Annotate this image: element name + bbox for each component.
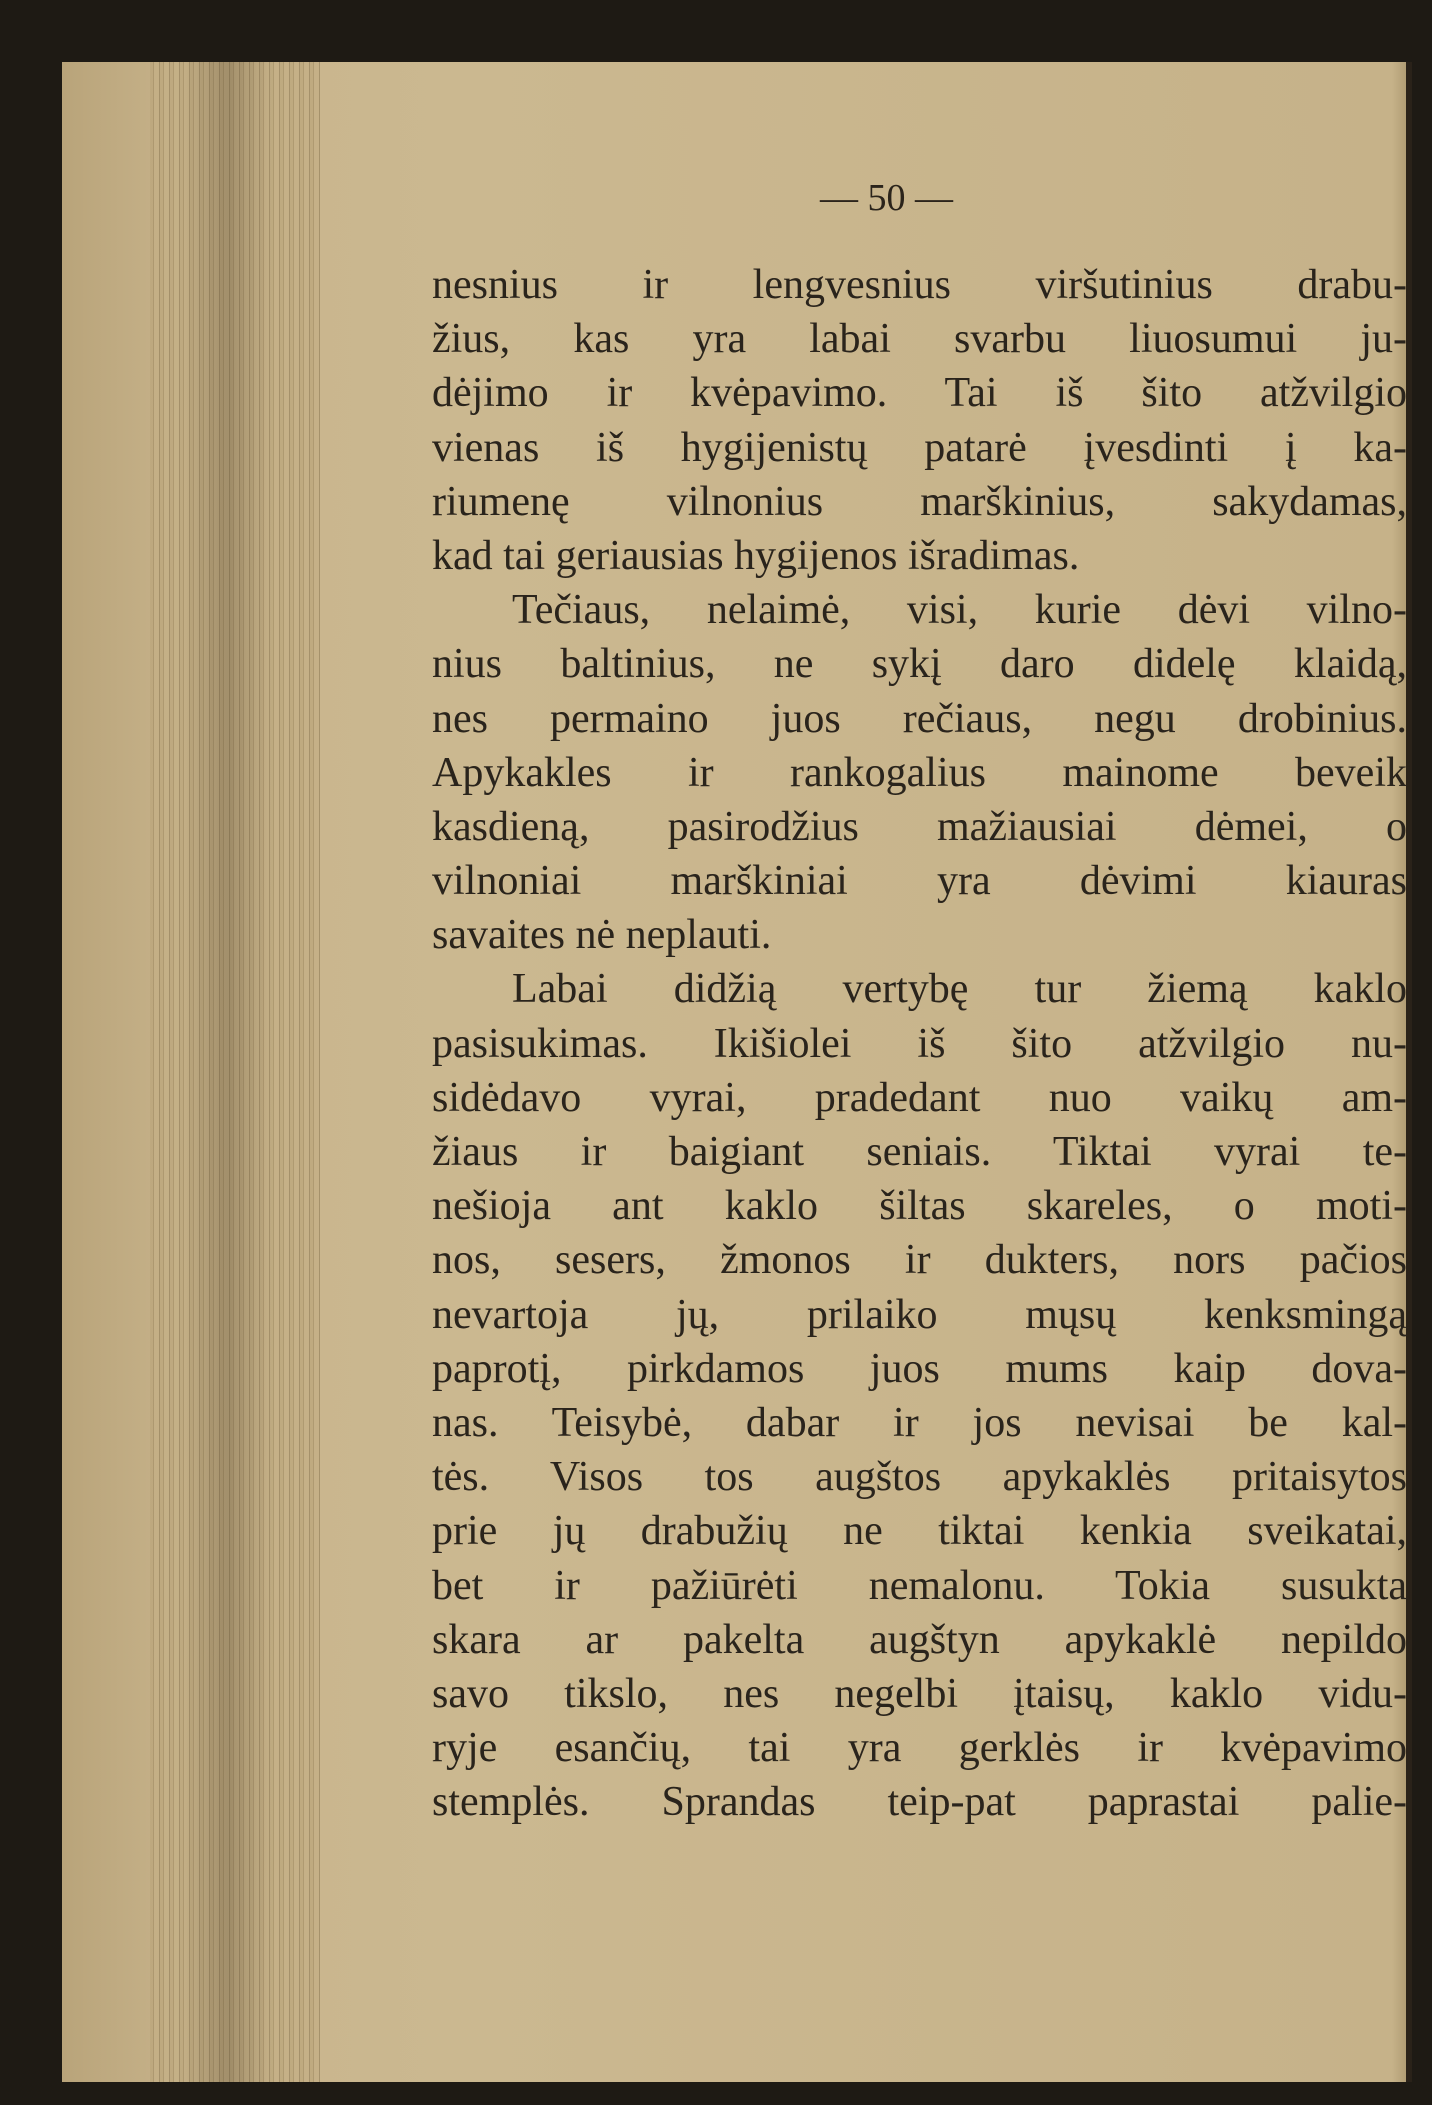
text-line: savo tikslo, nes negelbi įtaisų, kaklo vidu- bbox=[432, 1670, 1407, 1717]
text-line: kasdieną, pasirodžius mažiausiai dėmei, o bbox=[432, 803, 1407, 850]
body-text bbox=[432, 258, 1407, 1829]
text-line: vienas iš hygijenistų patarė įvesdinti į ka- bbox=[432, 424, 1407, 471]
text-line: nos, sesers, žmonos ir dukters, nors pačios bbox=[432, 1237, 1407, 1284]
text-line: paprotį, pirkdamos juos mums kaip dova- bbox=[432, 1345, 1407, 1392]
text-line: nevartoja jų, prilaiko mųsų kenksmingą bbox=[432, 1291, 1407, 1338]
text-line: sidėdavo vyrai, pradedant nuo vaikų am- bbox=[432, 1074, 1407, 1121]
text-line: dėjimo ir kvėpavimo. Tai iš šito atžvilgio bbox=[432, 370, 1407, 417]
text-line: skara ar pakelta augštyn apykaklė nepildo bbox=[432, 1616, 1407, 1663]
text-line: kad tai geriausias hygijenos išradimas. bbox=[432, 532, 1080, 579]
text-line: pasisukimas. Ikišiolei iš šito atžvilgio nu- bbox=[432, 1020, 1407, 1067]
text-line: nešioja ant kaklo šiltas skareles, o moti- bbox=[432, 1183, 1407, 1230]
text-line: nes permaino juos rečiaus, negu drobinius. bbox=[432, 695, 1407, 742]
page-number: — 50 — bbox=[820, 177, 953, 219]
text-line: žius, kas yra labai svarbu liuosumui ju- bbox=[432, 316, 1407, 363]
text-line: žiaus ir baigiant seniais. Tiktai vyrai te- bbox=[432, 1129, 1407, 1175]
text-line: savaites nė neplauti. bbox=[432, 912, 772, 959]
text-line: nesnius ir lengvesnius viršutinius drabu- bbox=[432, 262, 1407, 308]
text-line: Apykakles ir rankogalius mainome beveik bbox=[432, 749, 1407, 796]
text-line: prie jų drabužių ne tiktai kenkia sveikatai, bbox=[432, 1508, 1407, 1555]
text-line: ryje esančių, tai yra gerklės ir kvėpavimo bbox=[432, 1725, 1407, 1772]
text-line: bet ir pažiūrėti nemalonu. Tokia susukta bbox=[432, 1562, 1407, 1609]
text-line: Tečiaus, nelaimė, visi, kurie dėvi vilno- bbox=[512, 587, 1407, 634]
text-line: Labai didžią vertybę tur žiemą kaklo bbox=[512, 966, 1407, 1013]
text-line: nas. Teisybė, dabar ir jos nevisai be kal- bbox=[432, 1399, 1407, 1446]
text-line: riumenę vilnonius marškinius, sakydamas, bbox=[432, 478, 1407, 525]
text-line: tės. Visos tos augštos apykaklės pritaisytos bbox=[432, 1454, 1407, 1501]
text-line: vilnoniai marškiniai yra dėvimi kiauras bbox=[432, 858, 1407, 905]
gutter-shadow bbox=[182, 62, 272, 2082]
text-line: stemplės. Sprandas teip-pat paprastai palie- bbox=[432, 1779, 1407, 1826]
text-line: nius baltinius, ne sykį daro didelę klaidą, bbox=[432, 641, 1407, 688]
